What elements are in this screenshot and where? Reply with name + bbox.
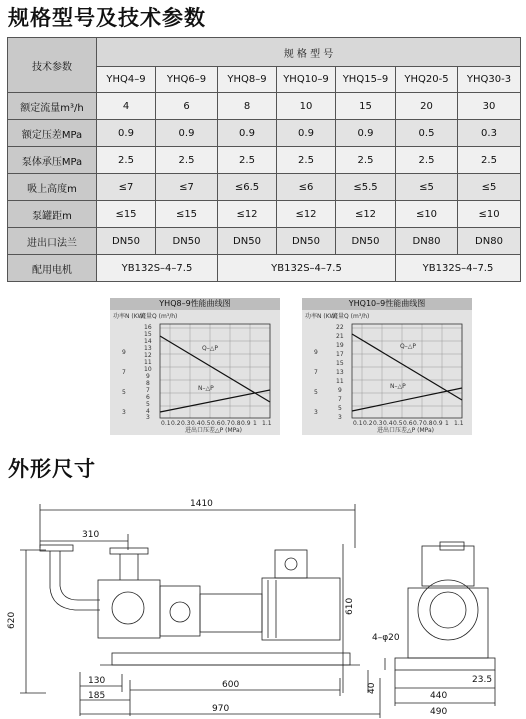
table-cell: ≤7 [97,174,156,201]
x-tick: 0.8 [423,420,433,427]
x-tick: 0.9 [433,420,443,427]
model-header: YHQ10–9 [277,67,336,93]
x-tick: 0.6 [403,420,413,427]
table-cell: ≤5 [396,174,458,201]
x-tick: 0.4 [383,420,393,427]
dimensions-section-title: 外形尺寸 [8,457,96,481]
flow-tick: 13 [144,345,152,352]
table-cell: 30 [458,93,521,120]
table-cell: ≤10 [396,201,458,228]
x-ticks [353,420,464,427]
table-cell: ≤6 [277,174,336,201]
dim-base-d: 970 [212,704,230,714]
model-header: YHQ4–9 [97,67,156,93]
table-cell: ≤6.5 [218,174,277,201]
flow-tick: 11 [336,378,344,385]
power-tick: 3 [314,409,318,416]
flow-tick: 8 [146,380,150,387]
table-cell: DN50 [336,228,396,255]
x-tick: 0.7 [413,420,423,427]
table-cell: ≤15 [156,201,218,228]
x-tick: 1.1 [454,420,464,427]
model-header: YHQ15–9 [336,67,396,93]
flow-tick: 22 [336,324,344,331]
dim-base-a: 130 [88,676,106,686]
dim-side-a: 23.5 [472,675,493,685]
dim-holes: 4–φ20 [372,633,400,643]
table-cell: 2.5 [156,147,218,174]
performance-chart-yhq10-9 [302,298,472,435]
spec-header: 规 格 型 号 [97,38,521,67]
grid [352,324,462,418]
row-label-motor: 配用电机 [8,255,97,282]
x-tick: 0.2 [363,420,373,427]
q-curve-label: Q–△P [202,345,218,352]
dim-motor-height: 610 [345,597,355,615]
n-curve-label: N–△P [390,383,406,390]
table-cell: 6 [156,93,218,120]
table-cell: ≤5.5 [336,174,396,201]
x-tick: 1 [445,420,449,427]
dim-side-b: 440 [430,691,448,701]
dim-base-c: 600 [222,680,240,690]
row-label-suction-height: 吸上高度m [8,174,97,201]
n-curve [160,390,270,412]
table-cell: ≤5 [458,174,521,201]
table-cell: DN50 [277,228,336,255]
chart-title: YHQ10–9性能曲线图 [302,298,472,310]
n-curve-label: N–△P [198,385,214,392]
chart-title: YHQ8–9性能曲线图 [110,298,280,310]
table-cell: DN50 [156,228,218,255]
plot-frame [352,324,462,418]
flow-tick: 3 [146,414,150,421]
table-cell: DN50 [97,228,156,255]
table-cell: 2.5 [218,147,277,174]
x-tick: 0.6 [211,420,221,427]
x-ticks [161,420,272,427]
table-cell: ≤10 [458,201,521,228]
table-cell: 0.9 [218,120,277,147]
flow-tick: 9 [338,387,342,394]
power-tick: 5 [122,389,126,396]
x-tick: 0.3 [373,420,383,427]
flow-tick: 4 [146,408,150,415]
flow-tick: 14 [144,338,152,345]
x-axis-label: 进出口压差△P (MPa) [185,427,243,434]
power-tick: 7 [314,369,318,376]
flow-tick: 17 [336,351,344,358]
power-axis-label: 功率N (KW) [305,313,338,320]
dim-inlet-offset: 310 [82,530,100,540]
dim-base-b: 185 [88,691,106,701]
x-tick: 0.5 [393,420,403,427]
x-tick: 1.1 [262,420,272,427]
flow-tick: 10 [144,366,152,373]
chart-plot [110,298,280,435]
x-tick: 0.1 [161,420,171,427]
table-cell: ≤7 [156,174,218,201]
n-curve [352,388,462,411]
dim-side-c: 490 [430,707,448,717]
table-cell: DN50 [218,228,277,255]
table-cell: 8 [218,93,277,120]
x-tick: 1 [253,420,257,427]
table-cell: 2.5 [336,147,396,174]
flow-axis-label: 流量Q (m³/h) [140,313,178,320]
power-axis-label: 功率N (KW) [113,313,146,320]
flow-ticks [144,324,152,421]
flow-tick: 9 [146,373,150,380]
spec-table [7,37,521,282]
x-tick: 0.2 [171,420,181,427]
spec-section-title: 规格型号及技术参数 [8,6,206,30]
row-label-flow: 额定流量m³/h [8,93,97,120]
model-header: YHQ20-5 [396,67,458,93]
motor-cell: YB132S–4–7.5 [218,255,396,282]
flow-tick: 15 [144,331,152,338]
table-cell: 4 [97,93,156,120]
table-cell: 0.9 [156,120,218,147]
power-ticks [314,349,318,416]
flow-tick: 19 [336,342,344,349]
power-tick: 9 [314,349,318,356]
table-cell: 0.3 [458,120,521,147]
table-cell: 0.5 [396,120,458,147]
table-cell: ≤12 [277,201,336,228]
row-label-pressure-diff: 额定压差MPa [8,120,97,147]
power-tick: 5 [314,389,318,396]
table-cell: 15 [336,93,396,120]
x-axis-label: 进出口压差△P (MPa) [377,427,435,434]
x-tick: 0.9 [241,420,251,427]
flow-tick: 16 [144,324,152,331]
table-cell: DN80 [396,228,458,255]
x-tick: 0.1 [353,420,363,427]
row-label-body-pressure: 泵体承压MPa [8,147,97,174]
flow-tick: 6 [146,394,150,401]
x-tick: 0.5 [201,420,211,427]
flow-tick: 13 [336,369,344,376]
param-header: 技术参数 [8,38,97,93]
table-cell: 2.5 [97,147,156,174]
model-header: YHQ6–9 [156,67,218,93]
flow-axis-label: 流量Q (m³/h) [332,313,370,320]
table-cell: 0.9 [336,120,396,147]
dim-base-h: 40 [367,682,377,694]
flow-tick: 7 [338,396,342,403]
power-tick: 7 [122,369,126,376]
q-curve-label: Q–△P [400,343,416,350]
x-tick: 0.4 [191,420,201,427]
chart-plot [302,298,472,435]
table-cell: 0.9 [97,120,156,147]
flow-tick: 5 [146,401,150,408]
table-cell: 0.9 [277,120,336,147]
motor-cell: YB132S–4–7.5 [396,255,521,282]
performance-chart-yhq8-9 [110,298,280,435]
table-cell: ≤15 [97,201,156,228]
model-header: YHQ8–9 [218,67,277,93]
flow-tick: 3 [338,414,342,421]
flow-tick: 11 [144,359,152,366]
flow-ticks [336,324,344,421]
grid [160,324,270,418]
x-tick: 0.8 [231,420,241,427]
table-cell: 2.5 [277,147,336,174]
table-cell: 20 [396,93,458,120]
table-cell: 2.5 [396,147,458,174]
model-header: YHQ30-3 [458,67,521,93]
table-cell: DN80 [458,228,521,255]
flow-tick: 12 [144,352,152,359]
power-tick: 3 [122,409,126,416]
row-label-flange: 进出口法兰 [8,228,97,255]
table-cell: ≤12 [336,201,396,228]
plot-frame [160,324,270,418]
x-tick: 0.7 [221,420,231,427]
power-ticks [122,349,126,416]
table-cell: 10 [277,93,336,120]
flow-tick: 7 [146,387,150,394]
row-label-tank-distance: 泵罐距m [8,201,97,228]
dim-overall-length: 1410 [190,499,213,509]
table-cell: 2.5 [458,147,521,174]
motor-cell: YB132S–4–7.5 [97,255,218,282]
outline-drawing [0,488,526,719]
flow-tick: 15 [336,360,344,367]
flow-tick: 21 [336,333,344,340]
flow-tick: 5 [338,405,342,412]
table-cell: ≤12 [218,201,277,228]
x-tick: 0.3 [181,420,191,427]
power-tick: 9 [122,349,126,356]
dim-height: 620 [7,611,17,629]
